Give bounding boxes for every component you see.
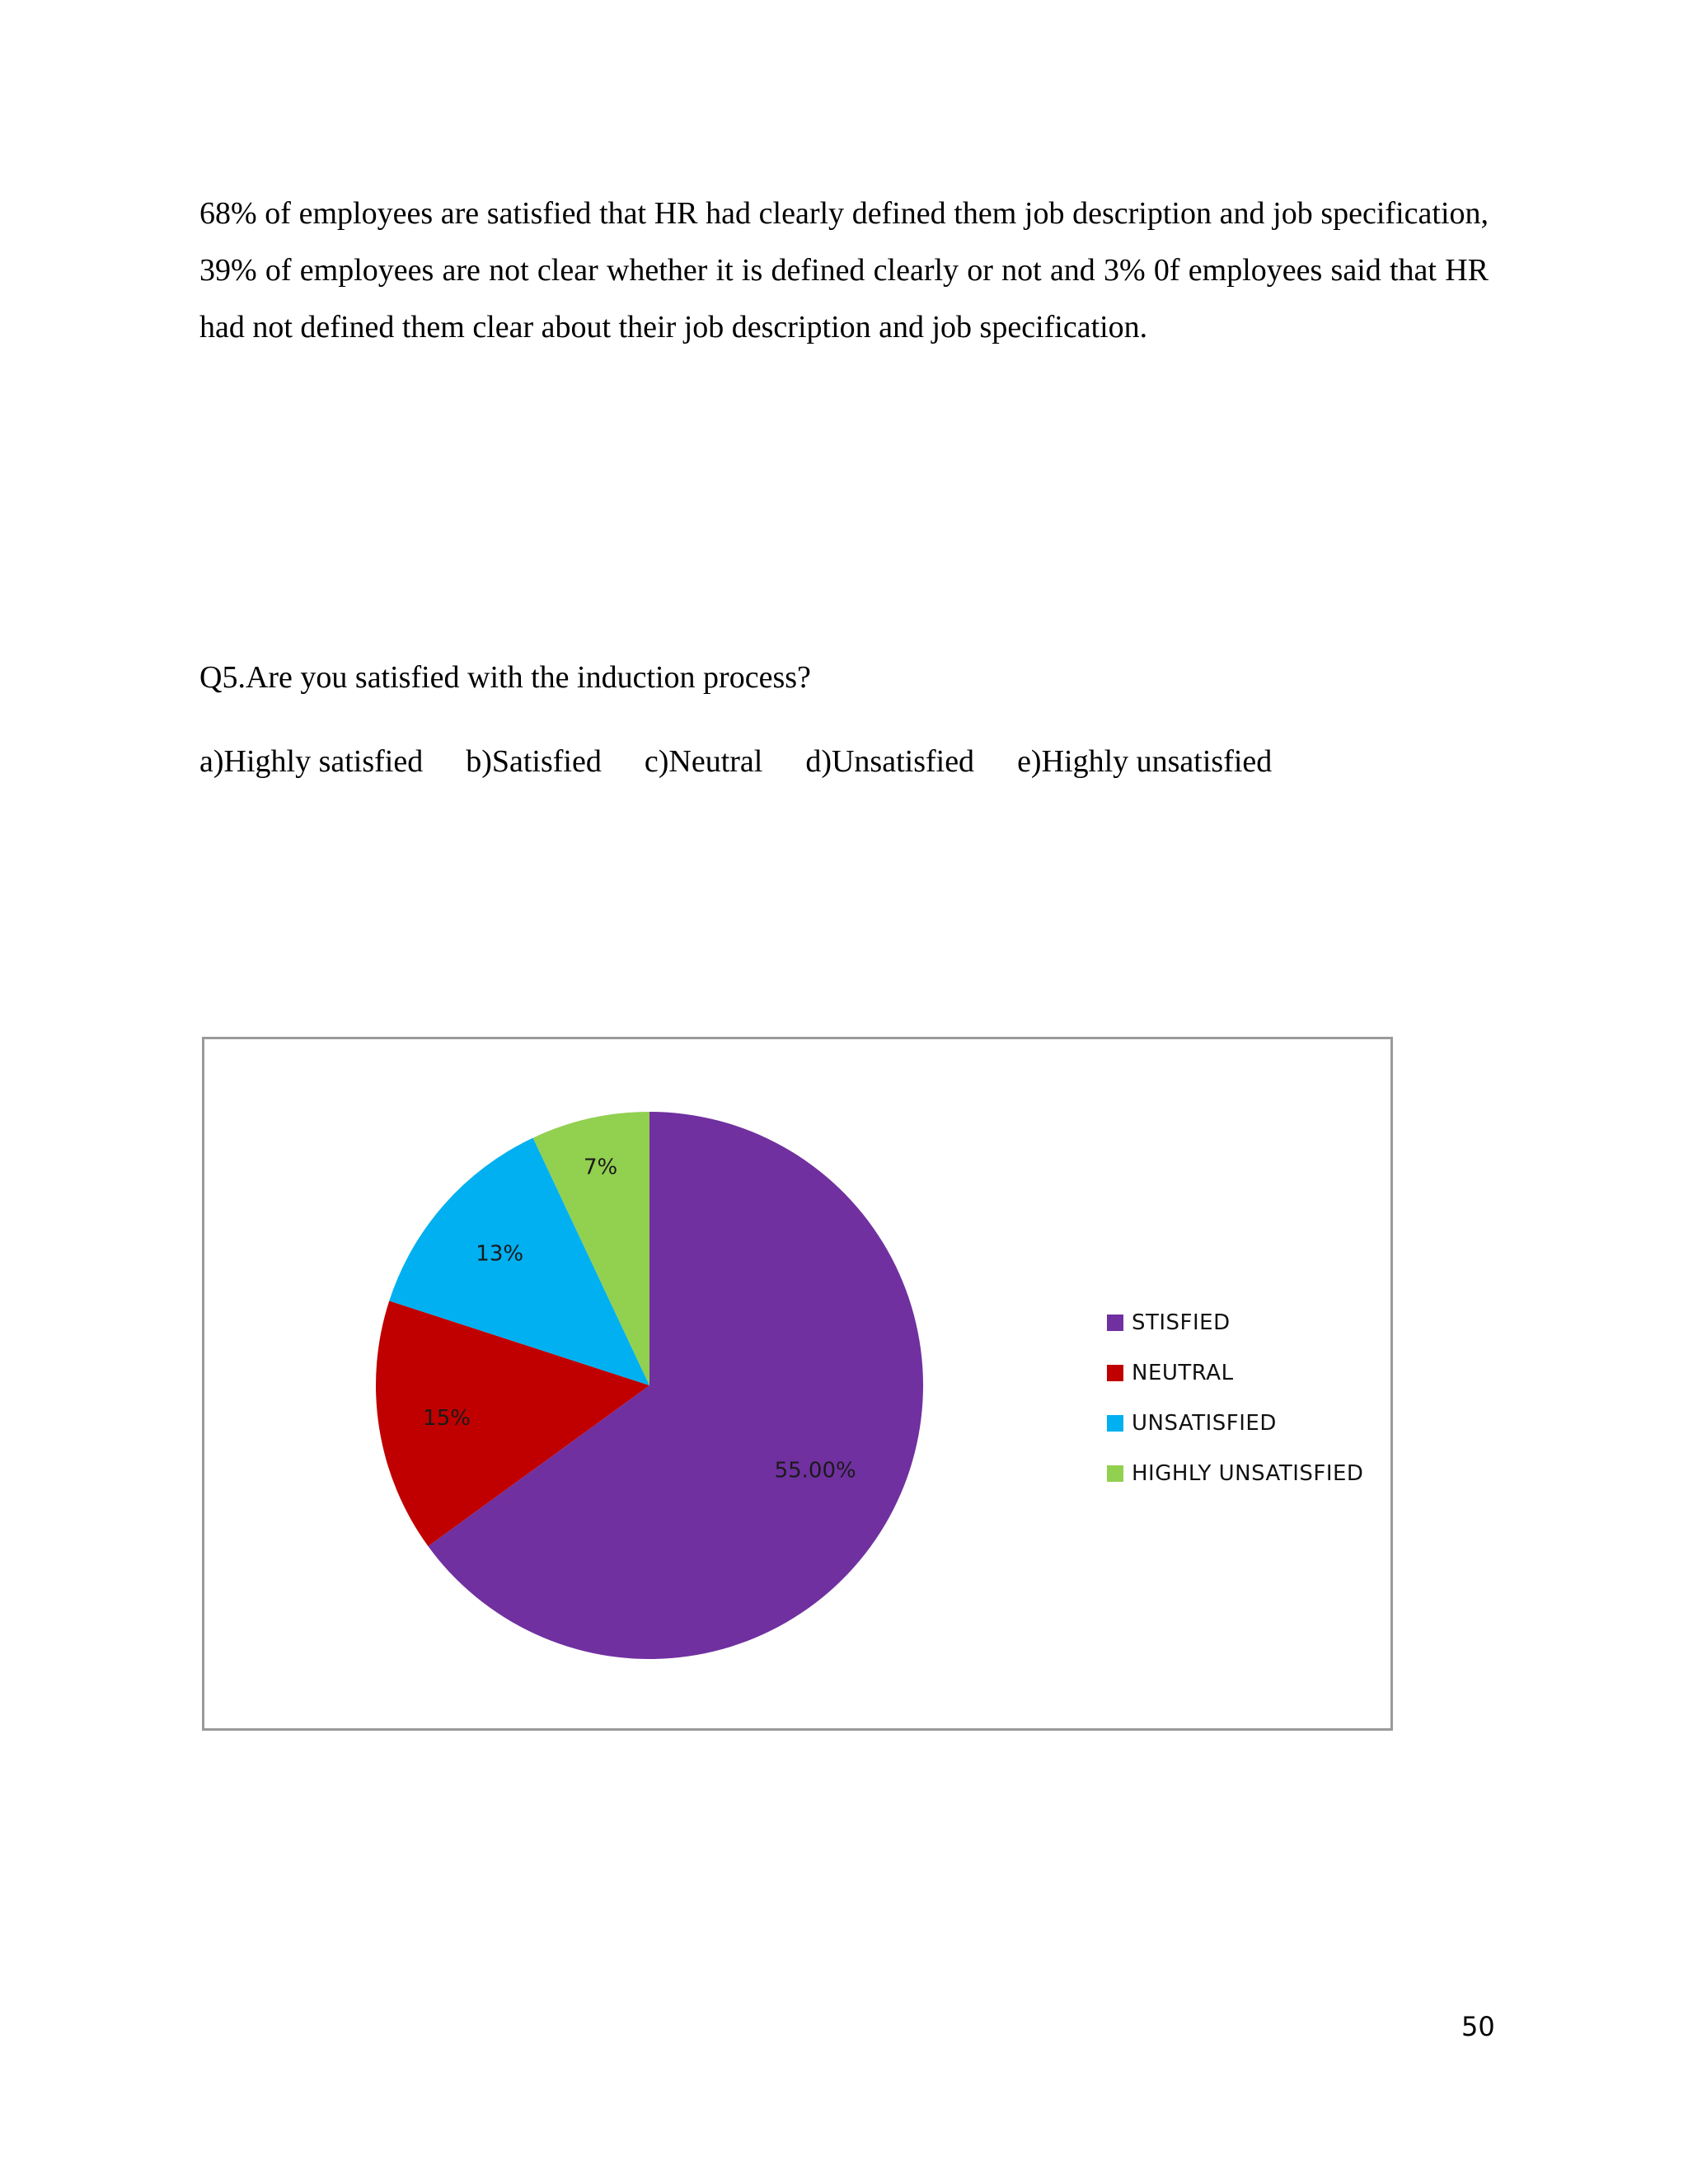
legend-item-stisfied (1107, 1297, 1363, 1347)
legend-item-neutral (1107, 1347, 1363, 1398)
summary-paragraph: 68% of employees are satisfied that HR had clearly defined them job description and job specification, 39% of employees are not clear whether it is defined clearly or not and 3% 0f employees said that HR had not defined them clear about their job description and job specification. (199, 196, 1489, 344)
answer-options (199, 743, 1272, 780)
legend-label: NEUTRAL (1132, 1360, 1234, 1385)
slice-data-label: 13% (476, 1241, 524, 1267)
legend-item-unsatisfied (1107, 1398, 1363, 1448)
legend-swatch (1107, 1315, 1123, 1331)
legend-label: STISFIED (1132, 1310, 1231, 1335)
legend-label: HIGHLY UNSATISFIED (1132, 1460, 1364, 1486)
slice-data-label: 55.00% (774, 1458, 856, 1483)
legend-item-highly-unsatisfied (1107, 1448, 1363, 1498)
chart-legend (1107, 1297, 1363, 1498)
legend-swatch (1107, 1365, 1123, 1381)
pie-chart-frame (202, 1037, 1393, 1731)
option-a: a)Highly satisfied (199, 744, 424, 779)
slice-data-label: 15% (423, 1405, 471, 1431)
option-c: c)Neutral (644, 744, 763, 779)
option-e: e)Highly unsatisfied (1017, 744, 1273, 779)
legend-swatch (1107, 1465, 1123, 1482)
option-d: d)Unsatisfied (805, 744, 975, 779)
legend-label: UNSATISFIED (1132, 1410, 1277, 1436)
option-b: b)Satisfied (466, 744, 602, 779)
question-text: Q5.Are you satisfied with the induction process? (199, 660, 811, 695)
page-number: 50 (1461, 2011, 1495, 2042)
legend-swatch (1107, 1415, 1123, 1432)
slice-data-label: 7% (583, 1155, 618, 1180)
